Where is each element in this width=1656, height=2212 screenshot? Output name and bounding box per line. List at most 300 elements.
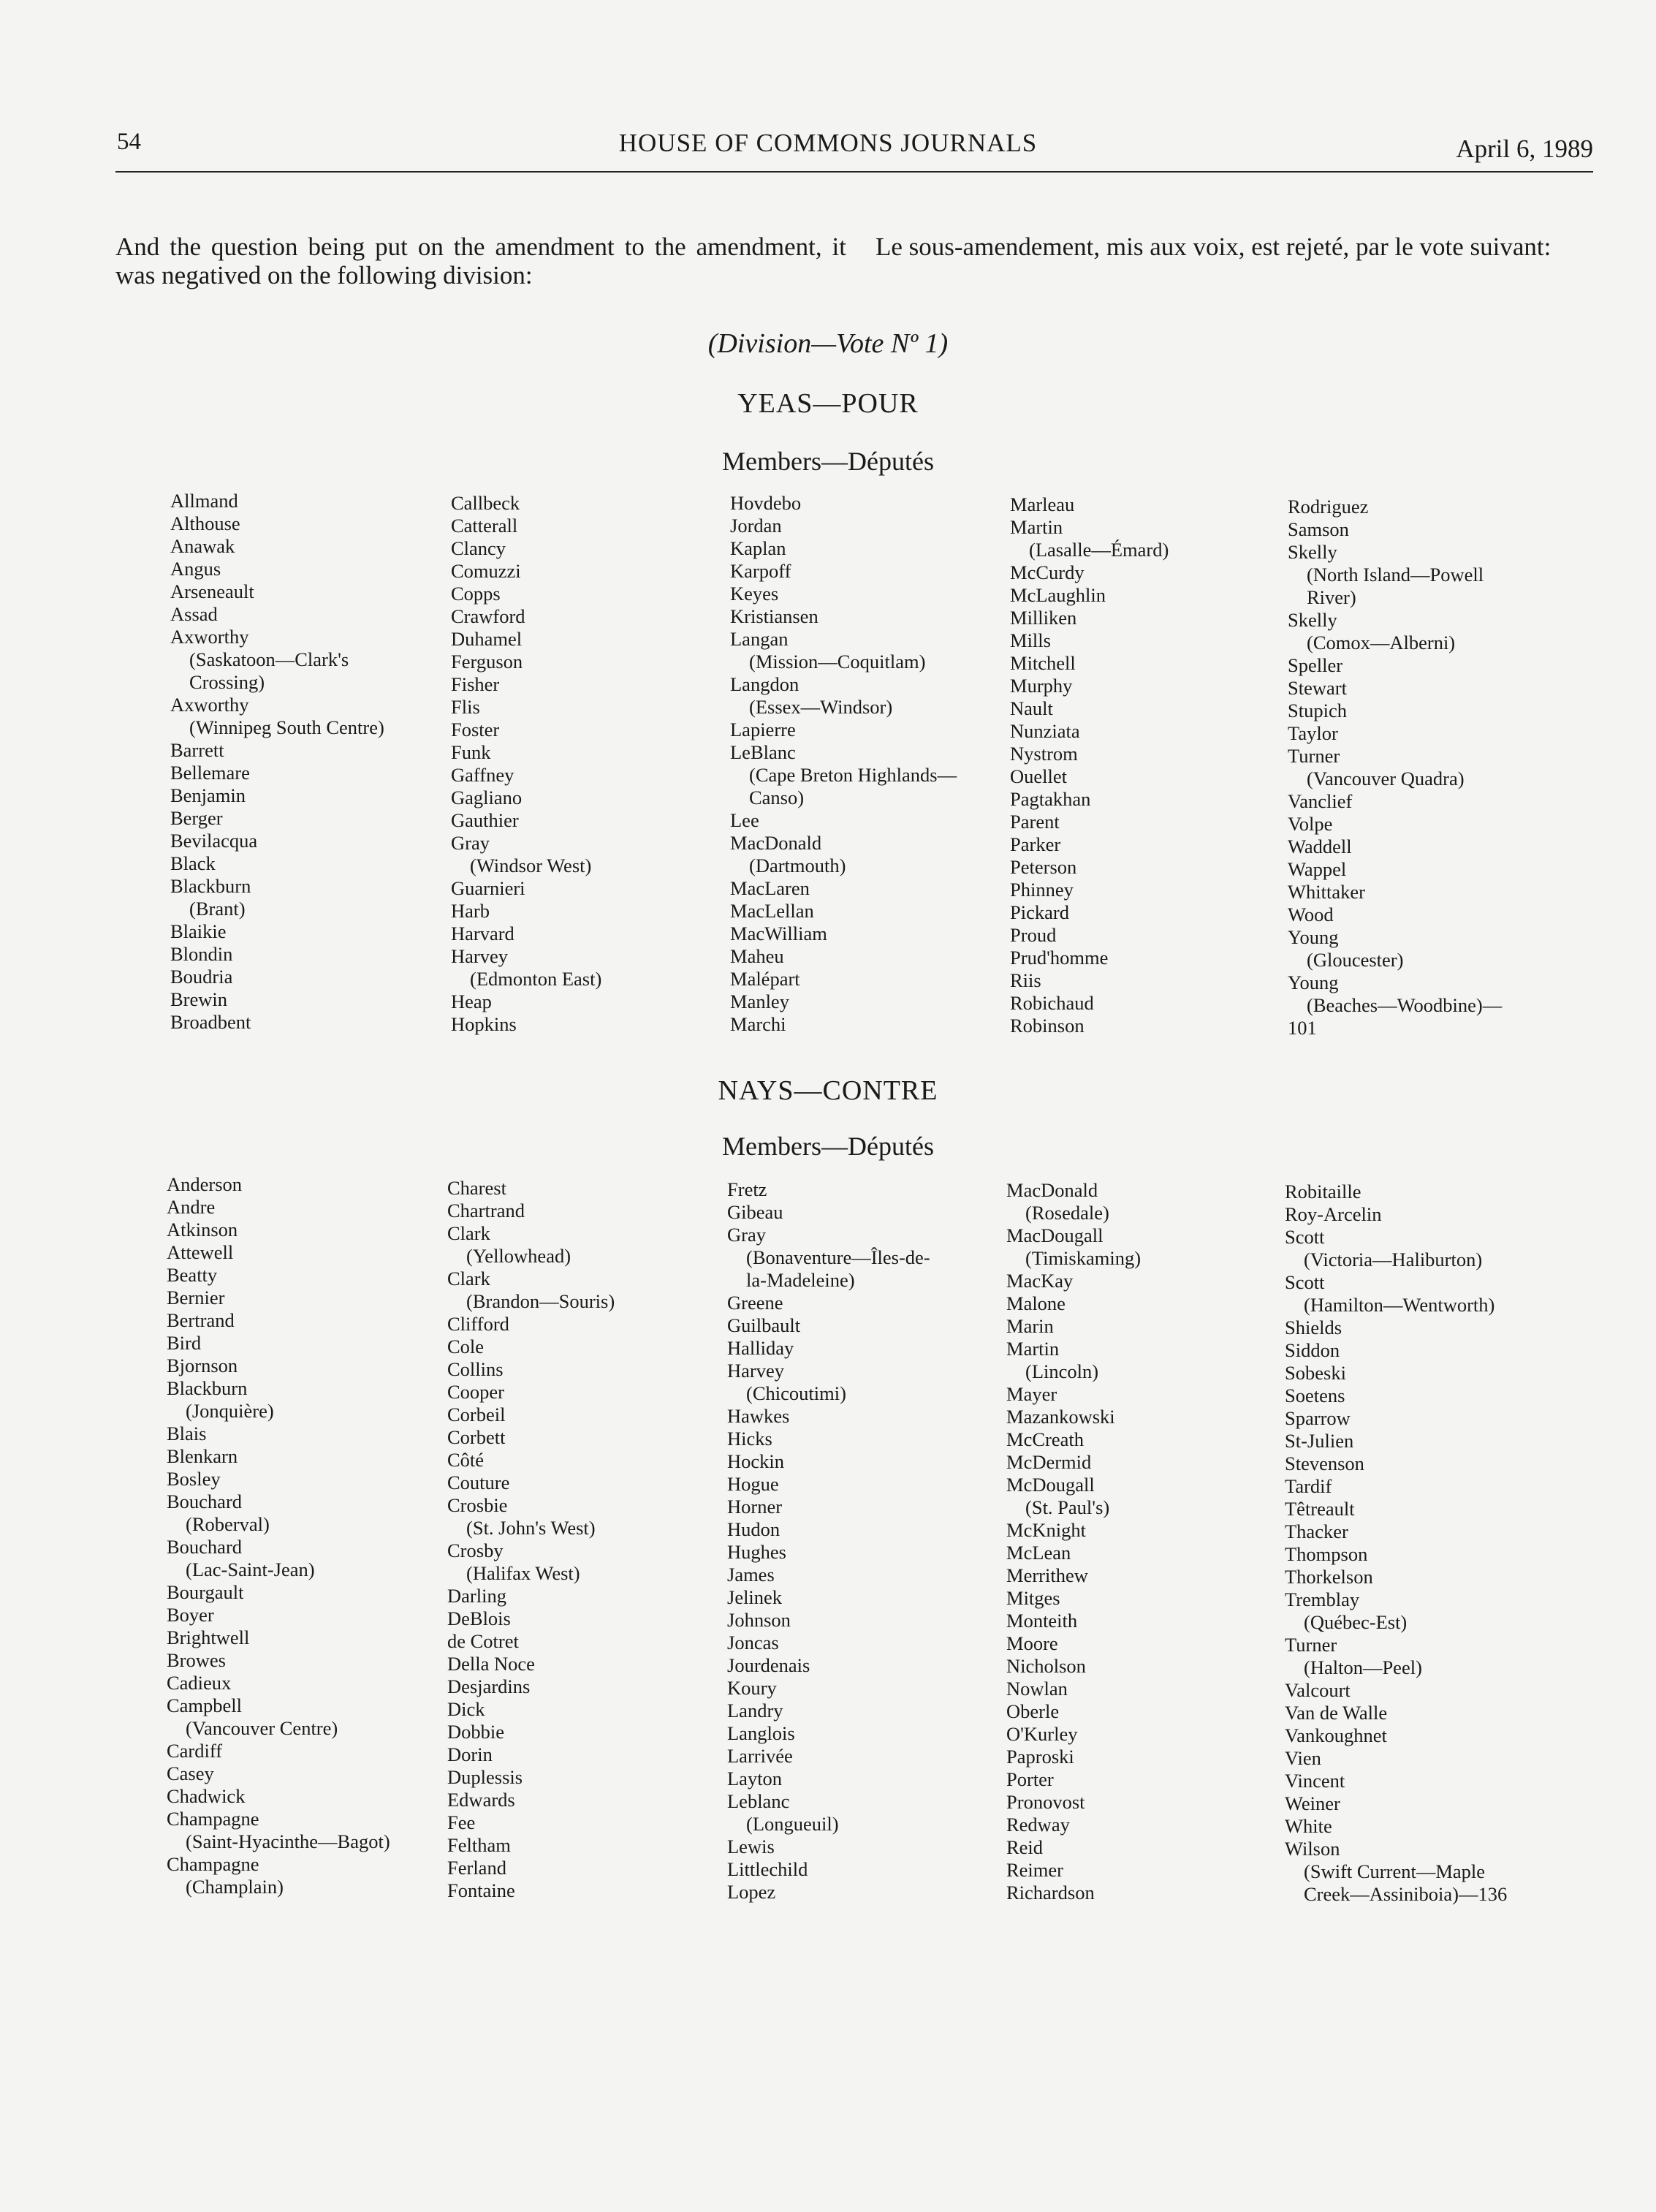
yeas-column-5	[1288, 496, 1502, 1039]
member-name: Lopez	[727, 1881, 776, 1903]
yeas-column-2	[451, 492, 601, 1036]
member-riding: (Mission—Coquitlam)	[749, 651, 926, 673]
member-name: Têtreault	[1285, 1498, 1355, 1520]
member-name: Turner	[1285, 1634, 1337, 1656]
member-name: Edwards	[447, 1789, 515, 1811]
member-name: Lee	[730, 809, 759, 831]
member-name: Callbeck	[451, 492, 520, 514]
member-name: Cole	[447, 1336, 485, 1357]
member-name: Blaikie	[170, 920, 227, 942]
member-name: Langlois	[727, 1722, 795, 1744]
member-riding: (St. John's West)	[466, 1517, 596, 1539]
member-name: Peterson	[1010, 856, 1077, 878]
member-name: Casey	[167, 1762, 214, 1784]
member-name: Joncas	[727, 1632, 779, 1654]
member-name: Corbett	[447, 1426, 506, 1448]
member-name: Larrivée	[727, 1745, 793, 1767]
member-name: Campbell	[167, 1694, 243, 1716]
yeas-column-3	[730, 492, 957, 1036]
member-name: Young	[1288, 926, 1339, 948]
member-name: Foster	[451, 719, 500, 741]
member-riding: (Victoria—Haliburton)	[1304, 1249, 1483, 1270]
member-name: Stupich	[1288, 700, 1347, 721]
member-name: McCreath	[1006, 1428, 1084, 1450]
member-name: Gray	[451, 832, 490, 854]
member-riding: (Jonquière)	[186, 1400, 274, 1422]
member-name: LeBlanc	[730, 741, 796, 763]
member-name: Dorin	[447, 1743, 493, 1765]
member-name: White	[1285, 1815, 1332, 1837]
member-riding: (St. Paul's)	[1025, 1496, 1110, 1518]
member-name: Couture	[447, 1471, 510, 1493]
member-name: Côté	[447, 1449, 485, 1471]
member-name: Young	[1288, 971, 1339, 993]
member-name: Stevenson	[1285, 1452, 1364, 1474]
member-name: Horner	[727, 1496, 783, 1518]
member-name: Hudon	[727, 1518, 780, 1540]
member-riding: (North Island—Powell	[1307, 564, 1484, 586]
member-name: Taylor	[1288, 722, 1338, 744]
member-name: Keyes	[730, 583, 779, 605]
member-name: Broadbent	[170, 1011, 251, 1033]
member-name: Mills	[1010, 629, 1051, 651]
member-name: James	[727, 1564, 775, 1586]
member-name: MacWilliam	[730, 923, 827, 944]
member-name: Pickard	[1010, 901, 1069, 923]
member-name: Turner	[1288, 745, 1340, 767]
member-name: Dobbie	[447, 1721, 505, 1743]
member-name: Ferland	[447, 1857, 506, 1879]
member-name: Layton	[727, 1768, 783, 1789]
member-name: Gibeau	[727, 1201, 783, 1223]
member-name: MacLaren	[730, 877, 810, 899]
member-name: McLaughlin	[1010, 584, 1106, 606]
member-name: Clark	[447, 1268, 490, 1289]
nays-column-4	[1006, 1179, 1141, 1904]
member-name: Volpe	[1288, 813, 1333, 835]
member-name: Blais	[167, 1423, 207, 1444]
member-name: Reimer	[1006, 1859, 1063, 1881]
member-riding: Creek—Assiniboia)—136	[1304, 1883, 1508, 1905]
header-rule	[115, 171, 1593, 173]
member-name: Funk	[451, 741, 491, 763]
member-name: Langdon	[730, 673, 799, 695]
member-name: Brightwell	[167, 1626, 250, 1648]
nays-column-1	[167, 1173, 390, 1898]
member-name: Champagne	[167, 1853, 259, 1875]
member-name: Thacker	[1285, 1520, 1348, 1542]
member-name: Paproski	[1006, 1746, 1074, 1768]
member-riding: (Yellowhead)	[466, 1245, 571, 1267]
member-name: Brewin	[170, 988, 228, 1010]
member-name: Thompson	[1285, 1543, 1368, 1565]
member-name: Johnson	[727, 1609, 791, 1631]
member-name: Robinson	[1010, 1015, 1085, 1037]
member-name: Crawford	[451, 605, 525, 627]
member-name: Koury	[727, 1677, 777, 1699]
member-name: McLean	[1006, 1542, 1071, 1564]
member-name: Crosby	[447, 1539, 504, 1561]
member-name: Gray	[727, 1224, 766, 1246]
member-name: Pagtakhan	[1010, 788, 1091, 810]
member-riding: (Essex—Windsor)	[749, 696, 893, 718]
member-name: Clark	[447, 1222, 490, 1244]
member-name: Bjornson	[167, 1355, 238, 1376]
member-name: Harb	[451, 900, 490, 922]
member-name: Assad	[170, 603, 218, 625]
member-name: McDougall	[1006, 1474, 1095, 1496]
member-name: Moore	[1006, 1632, 1058, 1654]
member-name: Malone	[1006, 1292, 1066, 1314]
member-name: McDermid	[1006, 1451, 1092, 1473]
member-name: Kaplan	[730, 537, 786, 559]
member-name: Heap	[451, 991, 492, 1012]
member-name: Bellemare	[170, 762, 250, 784]
member-name: Mitchell	[1010, 652, 1076, 674]
member-name: Browes	[167, 1649, 226, 1671]
member-name: Crosbie	[447, 1494, 508, 1516]
member-name: Chartrand	[447, 1200, 525, 1221]
member-name: Attewell	[167, 1241, 234, 1263]
member-name: Cooper	[447, 1381, 505, 1403]
member-name: Hogue	[727, 1473, 779, 1495]
member-name: Manley	[730, 991, 789, 1012]
member-name: Arseneault	[170, 580, 254, 602]
member-name: St-Julien	[1285, 1430, 1354, 1452]
member-name: Martin	[1010, 516, 1063, 538]
member-name: Desjardins	[447, 1675, 531, 1697]
member-name: Roy-Arcelin	[1285, 1203, 1382, 1225]
member-name: Greene	[727, 1292, 783, 1314]
member-riding: (Québec-Est)	[1304, 1611, 1408, 1633]
member-name: Mazankowski	[1006, 1406, 1115, 1428]
member-name: Anawak	[170, 535, 235, 557]
member-name: Murphy	[1010, 675, 1073, 697]
member-name: Richardson	[1006, 1882, 1095, 1904]
member-name: O'Kurley	[1006, 1723, 1078, 1745]
member-name: Harvard	[451, 923, 514, 944]
member-name: MacDougall	[1006, 1224, 1104, 1246]
member-name: Bertrand	[167, 1309, 235, 1331]
member-name: Pronovost	[1006, 1791, 1085, 1813]
member-name: Bouchard	[167, 1536, 243, 1558]
member-name: Samson	[1288, 518, 1349, 540]
member-riding: la-Madeleine)	[746, 1269, 855, 1291]
member-riding: (Comox—Alberni)	[1307, 632, 1456, 654]
member-riding: (Dartmouth)	[749, 855, 846, 876]
member-name: Gagliano	[451, 787, 523, 808]
member-riding: (Chicoutimi)	[746, 1382, 846, 1404]
member-name: Mitges	[1006, 1587, 1060, 1609]
member-name: Wilson	[1285, 1838, 1340, 1860]
member-name: Prud'homme	[1010, 947, 1109, 969]
member-riding: (Swift Current—Maple	[1304, 1860, 1486, 1882]
member-name: Andre	[167, 1196, 216, 1218]
member-riding: River)	[1307, 586, 1356, 608]
member-name: Milliken	[1010, 607, 1077, 629]
member-name: Skelly	[1288, 609, 1337, 631]
yeas-column-4	[1010, 493, 1169, 1037]
member-name: 101	[1288, 1017, 1317, 1039]
member-name: Sparrow	[1285, 1407, 1351, 1429]
member-name: Tremblay	[1285, 1588, 1360, 1610]
member-name: Halliday	[727, 1337, 794, 1359]
member-name: Hopkins	[451, 1013, 517, 1035]
member-name: Marleau	[1010, 493, 1075, 515]
member-name: Speller	[1288, 654, 1343, 676]
member-name: Cardiff	[167, 1740, 223, 1762]
member-riding: (Windsor West)	[470, 855, 592, 876]
member-name: Soetens	[1285, 1385, 1345, 1406]
member-name: Ferguson	[451, 651, 523, 673]
member-name: Thorkelson	[1285, 1566, 1373, 1588]
member-name: Gaffney	[451, 764, 514, 786]
member-name: Sobeski	[1285, 1362, 1346, 1384]
member-name: Hockin	[727, 1450, 785, 1472]
member-name: Stewart	[1288, 677, 1347, 699]
member-riding: (Vancouver Centre)	[186, 1717, 338, 1739]
member-name: Hovdebo	[730, 492, 802, 514]
member-name: Nowlan	[1006, 1678, 1068, 1700]
member-name: Bourgault	[167, 1581, 244, 1603]
member-name: Benjamin	[170, 784, 246, 806]
member-riding: (Rosedale)	[1025, 1202, 1109, 1224]
member-name: Jordan	[730, 515, 782, 537]
member-riding: (Halifax West)	[466, 1562, 580, 1584]
member-name: Vien	[1285, 1747, 1321, 1769]
member-name: Jelinek	[727, 1586, 783, 1608]
member-name: Barrett	[170, 739, 224, 761]
member-name: Robichaud	[1010, 992, 1094, 1014]
member-name: Maheu	[730, 945, 784, 967]
member-name: Champagne	[167, 1808, 259, 1830]
member-name: Malépart	[730, 968, 800, 990]
member-name: Valcourt	[1285, 1679, 1351, 1701]
member-name: Weiner	[1285, 1792, 1340, 1814]
member-name: MacDonald	[1006, 1179, 1098, 1201]
member-name: Fee	[447, 1811, 476, 1833]
member-name: Harvey	[727, 1360, 784, 1382]
member-riding: (Halton—Peel)	[1304, 1656, 1422, 1678]
member-name: Hicks	[727, 1428, 772, 1450]
member-name: Fontaine	[447, 1879, 515, 1901]
member-name: Corbeil	[447, 1404, 506, 1425]
member-name: Bouchard	[167, 1491, 243, 1512]
member-name: Martin	[1006, 1338, 1060, 1360]
member-riding: Canso)	[749, 787, 805, 808]
member-name: Harvey	[451, 945, 508, 967]
member-name: Clancy	[451, 537, 506, 559]
member-name: Lewis	[727, 1836, 775, 1857]
member-riding: (Gloucester)	[1307, 949, 1404, 971]
member-name: Clifford	[447, 1313, 509, 1335]
member-name: de Cotret	[447, 1630, 519, 1652]
member-name: Ouellet	[1010, 765, 1067, 787]
member-name: Charest	[447, 1177, 506, 1199]
member-name: Axworthy	[170, 694, 249, 716]
member-name: Della Noce	[447, 1653, 535, 1675]
member-name: Whittaker	[1288, 881, 1365, 903]
member-name: Monteith	[1006, 1610, 1078, 1632]
member-name: Scott	[1285, 1271, 1325, 1293]
member-name: Merrithew	[1006, 1564, 1088, 1586]
member-riding: Crossing)	[189, 671, 265, 693]
member-name: Fretz	[727, 1178, 767, 1200]
member-name: Guilbault	[727, 1314, 801, 1336]
page-number: 54	[117, 129, 141, 155]
member-name: Siddon	[1285, 1339, 1340, 1361]
member-name: MacLellan	[730, 900, 814, 922]
member-riding: (Vancouver Quadra)	[1307, 768, 1465, 789]
member-riding: (Champlain)	[186, 1876, 284, 1898]
member-name: Blondin	[170, 943, 233, 965]
member-name: Boudria	[170, 966, 233, 988]
member-riding: (Edmonton East)	[470, 968, 602, 990]
division-title: (Division—Vote Nº 1)	[707, 328, 949, 359]
member-riding: (Brandon—Souris)	[466, 1290, 615, 1312]
member-name: McKnight	[1006, 1519, 1086, 1541]
member-name: McCurdy	[1010, 561, 1085, 583]
member-name: MacKay	[1006, 1270, 1074, 1292]
member-name: Boyer	[167, 1604, 214, 1626]
member-name: Dick	[447, 1698, 485, 1720]
member-name: Angus	[170, 558, 221, 580]
member-name: Littlechild	[727, 1858, 808, 1880]
member-riding: (Timiskaming)	[1025, 1247, 1142, 1269]
member-name: Gauthier	[451, 809, 519, 831]
nays-column-2	[447, 1177, 615, 1902]
member-name: Blenkarn	[167, 1445, 238, 1467]
member-name: Collins	[447, 1358, 504, 1380]
member-name: Nystrom	[1010, 743, 1078, 765]
member-riding: (Lasalle—Émard)	[1029, 539, 1169, 561]
member-name: Tardif	[1285, 1475, 1332, 1497]
member-name: Jourdenais	[727, 1654, 810, 1676]
member-name: Fisher	[451, 673, 500, 695]
member-name: Landry	[727, 1700, 783, 1722]
member-name: Atkinson	[167, 1219, 238, 1241]
member-name: Feltham	[447, 1834, 511, 1856]
member-name: MacDonald	[730, 832, 822, 854]
member-name: Leblanc	[727, 1790, 790, 1812]
member-name: Beatty	[167, 1264, 218, 1286]
member-name: Blackburn	[170, 875, 251, 897]
member-name: DeBlois	[447, 1607, 511, 1629]
member-name: Cadieux	[167, 1672, 232, 1694]
member-name: Anderson	[167, 1173, 243, 1195]
member-name: Flis	[451, 696, 480, 718]
member-name: Rodriguez	[1288, 496, 1369, 518]
member-name: Bosley	[167, 1468, 221, 1490]
member-riding: (Cape Breton Highlands—	[749, 764, 957, 786]
member-riding: (Winnipeg South Centre)	[189, 716, 384, 738]
yeas-heading: YEAS—POUR	[737, 388, 919, 419]
member-name: Vincent	[1285, 1770, 1345, 1792]
member-name: Hawkes	[727, 1405, 790, 1427]
member-name: Bevilacqua	[170, 830, 258, 852]
member-name: Copps	[451, 583, 501, 605]
member-name: Chadwick	[167, 1785, 246, 1807]
yeas-column-1	[170, 490, 384, 1034]
member-name: Berger	[170, 807, 223, 829]
member-name: Robitaille	[1285, 1181, 1361, 1202]
member-name: Marin	[1006, 1315, 1054, 1337]
member-name: Phinney	[1010, 879, 1074, 901]
member-name: Darling	[447, 1585, 506, 1607]
member-name: Bird	[167, 1332, 202, 1354]
member-name: Nault	[1010, 697, 1053, 719]
nays-heading: NAYS—CONTRE	[718, 1075, 938, 1106]
member-name: Parent	[1010, 811, 1060, 833]
member-name: Axworthy	[170, 626, 249, 648]
intro-french: Le sous-amendement, mis aux voix, est rejeté, par le vote suivant:	[876, 232, 1551, 261]
member-name: Riis	[1010, 969, 1041, 991]
member-name: Guarnieri	[451, 877, 525, 899]
member-name: Langan	[730, 628, 789, 650]
intro-english: And the question being put on the amendment to the amendment, it was negatived on the following division:	[115, 232, 846, 289]
member-name: Vankoughnet	[1285, 1724, 1387, 1746]
nays-column-3	[727, 1178, 930, 1904]
member-name: Skelly	[1288, 541, 1337, 563]
member-name: Redway	[1006, 1814, 1070, 1836]
member-name: Bernier	[167, 1287, 225, 1308]
member-name: Reid	[1006, 1836, 1044, 1858]
nays-subheading: Members—Députés	[722, 1132, 934, 1161]
journal-date: April 6, 1989	[1456, 135, 1593, 163]
member-name: Waddell	[1288, 836, 1352, 857]
member-name: Karpoff	[730, 560, 791, 582]
member-name: Shields	[1285, 1317, 1342, 1338]
member-riding: (Brant)	[189, 898, 246, 920]
member-name: Kristiansen	[730, 605, 818, 627]
member-riding: (Saint-Hyacinthe—Bagot)	[186, 1830, 390, 1852]
member-name: Nicholson	[1006, 1655, 1086, 1677]
member-name: Scott	[1285, 1226, 1325, 1248]
member-name: Proud	[1010, 924, 1057, 946]
member-name: Parker	[1010, 833, 1061, 855]
member-name: Nunziata	[1010, 720, 1080, 742]
member-name: Duhamel	[451, 628, 523, 650]
member-name: Oberle	[1006, 1700, 1060, 1722]
member-name: Althouse	[170, 512, 240, 534]
member-name: Black	[170, 852, 216, 874]
member-name: Vanclief	[1288, 790, 1353, 812]
member-name: Porter	[1006, 1768, 1054, 1790]
member-name: Van de Walle	[1285, 1702, 1388, 1724]
member-riding: (Lincoln)	[1025, 1360, 1099, 1382]
yeas-subheading: Members—Députés	[722, 447, 934, 476]
member-riding: (Saskatoon—Clark's	[189, 648, 349, 670]
member-name: Duplessis	[447, 1766, 523, 1788]
member-name: Catterall	[451, 515, 518, 537]
member-riding: (Longueuil)	[746, 1813, 839, 1835]
journal-title: HOUSE OF COMMONS JOURNALS	[618, 129, 1038, 157]
member-name: Hughes	[727, 1541, 786, 1563]
member-name: Mayer	[1006, 1383, 1057, 1405]
member-name: Comuzzi	[451, 560, 521, 582]
member-name: Lapierre	[730, 719, 796, 741]
member-name: Marchi	[730, 1013, 786, 1035]
nays-column-5	[1285, 1181, 1507, 1906]
member-name: Wappel	[1288, 858, 1347, 880]
member-name: Allmand	[170, 490, 238, 512]
member-riding: (Bonaventure—Îles-de-	[746, 1246, 930, 1268]
member-name: Wood	[1288, 904, 1334, 925]
member-riding: (Roberval)	[186, 1513, 270, 1535]
member-name: Blackburn	[167, 1377, 248, 1399]
member-riding: (Lac-Saint-Jean)	[186, 1558, 315, 1580]
member-riding: (Beaches—Woodbine)—	[1307, 994, 1503, 1016]
